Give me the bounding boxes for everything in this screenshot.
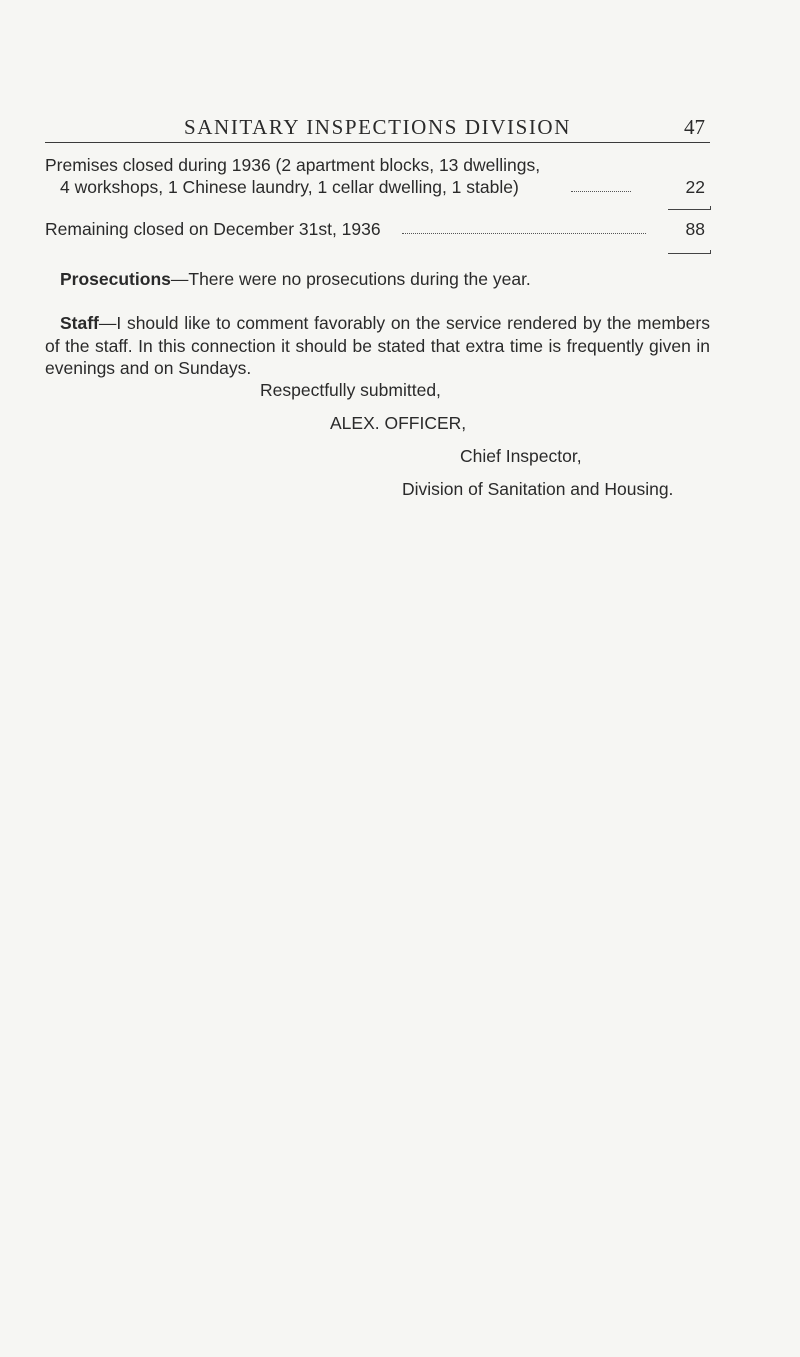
page-number: 47 <box>684 115 705 139</box>
signature-division: Division of Sanitation and Housing. <box>402 479 674 499</box>
dot-leader <box>571 191 631 192</box>
page-title: SANITARY INSPECTIONS DIVISION <box>184 115 571 139</box>
staff-heading: Staff <box>60 313 99 333</box>
closures-row <box>60 176 710 198</box>
page-header <box>45 112 710 143</box>
staff-text: —I should like to comment favorably on the service rendered by the members of the staff. In this connection it should be stated that extra time is frequently given in evenings and on Sundays. <box>45 313 710 378</box>
remaining-label: Remaining closed on December 31st, 1936 <box>45 219 381 239</box>
closures-line-2: 4 workshops, 1 Chinese laundry, 1 cellar dwelling, 1 stable) <box>60 177 519 197</box>
prosecutions-heading: Prosecutions <box>60 269 171 289</box>
closed-value: 22 <box>685 177 705 197</box>
signature-name: ALEX. OFFICER, <box>330 413 467 433</box>
prosecutions-text: —There were no prosecutions during the year. <box>170 269 531 289</box>
subtotal-rule <box>668 209 710 210</box>
total-rule <box>668 253 710 254</box>
remaining-value: 88 <box>685 219 705 239</box>
signature-title: Chief Inspector, <box>460 446 582 466</box>
remaining-row <box>45 218 710 240</box>
signature-closing: Respectfully submitted, <box>260 380 441 400</box>
staff-paragraph <box>45 312 710 380</box>
closures-line-1: Premises closed during 1936 (2 apartment blocks, 13 dwellings, <box>45 155 541 175</box>
prosecutions-paragraph <box>60 268 531 290</box>
dot-leader <box>402 233 646 234</box>
